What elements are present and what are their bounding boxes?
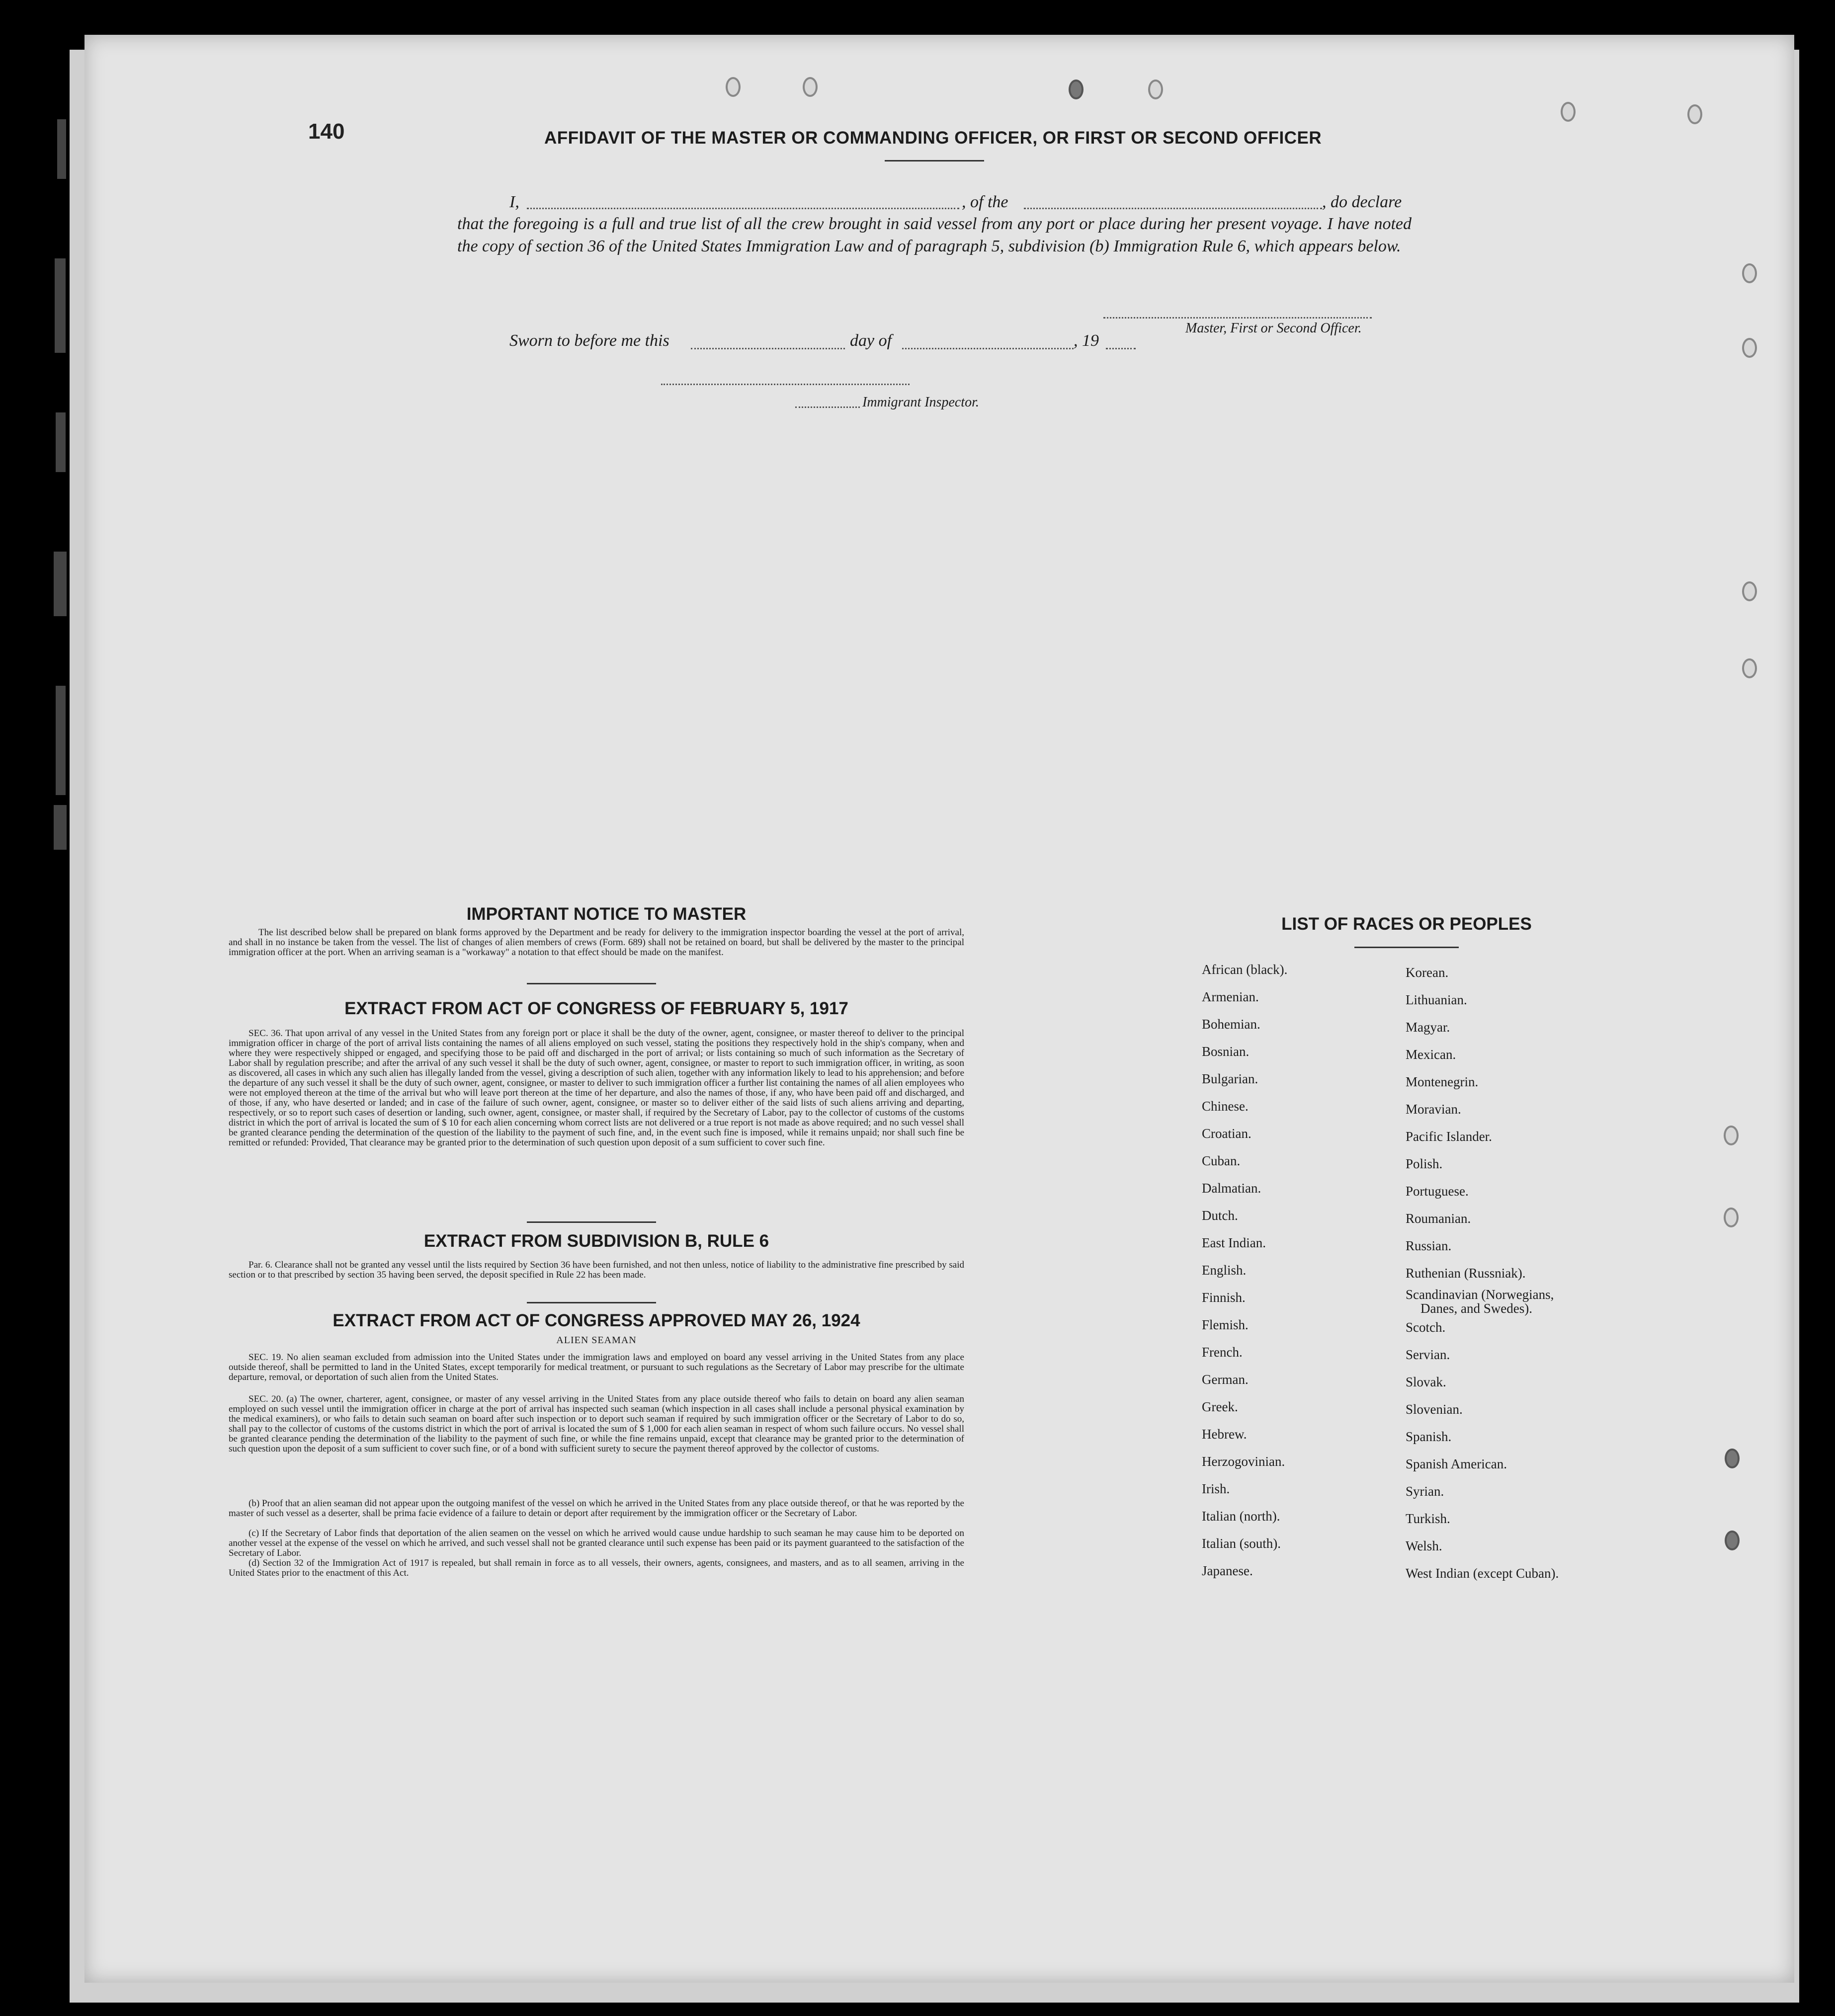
race-left: Dutch. [1202,1208,1238,1223]
race-right: Syrian. [1406,1484,1444,1499]
binder-hole [1742,658,1757,678]
race-right: Polish. [1406,1156,1443,1171]
race-right: Magyar. [1406,1020,1450,1035]
section-rule [527,1221,656,1223]
sec20d-text: (d) Section 32 of the Immigration Act of 1917 is repealed, but shall remain in force as to all vessels, their owners, agents, consignees, and masters, and as to all seamen, arriving in the United States prior to the enactment of this Act. [229,1558,964,1578]
race-left: Bohemian. [1202,1017,1260,1032]
race-right: Welsh. [1406,1538,1442,1553]
binding-mark [56,686,66,795]
race-left: Bosnian. [1202,1044,1250,1059]
name-blank[interactable] [527,208,959,209]
race-right: Scandinavian (Norwegians, [1406,1287,1554,1302]
race-left: Armenian. [1202,989,1259,1004]
binding-mark [54,552,67,616]
race-left: Greek. [1202,1399,1238,1414]
alien-seaman-subtitle: ALIEN SEAMAN [556,1335,637,1346]
binder-hole [1725,1449,1740,1468]
races-title: LIST OF RACES OR PEOPLES [1281,914,1532,934]
section-rule [527,983,656,984]
race-right: Pacific Islander. [1406,1129,1492,1144]
binding-mark [55,258,66,353]
race-left: French. [1202,1345,1243,1360]
race-right: Ruthenian (Russniak). [1406,1266,1526,1281]
binder-hole [1069,80,1084,99]
binder-hole [803,77,818,97]
affidavit-title: AFFIDAVIT OF THE MASTER OR COMMANDING OFFICER, OR FIRST OR SECOND OFFICER [544,128,1322,148]
race-right: Portuguese. [1406,1184,1469,1199]
affidavit-body: that the foregoing is a full and true list of all the crew brought in said vessel from any port or place during her present voyage. I have noted the copy of section 36 of the United States Immigration Law and of paragraph 5, subdivision (b) Immigration Rule 6, which appears below. [457,215,1412,255]
binder-hole [1724,1208,1739,1227]
race-left: Irish. [1202,1481,1230,1496]
rule6-text: Par. 6. Clearance shall not be granted any vessel until the lists required by Section 36 have been furnished, and not then unless, notice of liability to the administrative fine prescribed by said section or to that prescribed by section 35 having been served, the deposit specified in Rule 22 has been made. [229,1260,964,1280]
vessel-blank[interactable] [1024,208,1322,209]
race-left: Flemish. [1202,1317,1249,1332]
sec19-text: SEC. 19. No alien seaman excluded from admission into the United States under the immigration laws and employed on board any vessel arriving in the United States from any place outside thereof, shall be permitted to land in the United States, except temporarily for medical treatment, or pursuant to such regulations as the Secretary of Labor may prescribe for the ultimate departure, removal, or deportation of such alien from the United States. [229,1352,964,1382]
affidavit-i: I, [509,193,519,211]
race-left: East Indian. [1202,1235,1266,1250]
binder-hole [726,77,741,97]
sec20b-text: (b) Proof that an alien seaman did not appear upon the outgoing manifest of the vessel on which he arrived in the United States from any place outside thereof, or that he was reported by the master of such vessel as a deserter, shall be prima facie evidence of a failure to detain or deport after requirement by the immigration officer or the Secretary of Labor. [229,1498,964,1519]
sworn-label: Sworn to before me this [509,331,669,350]
races-rule [1354,947,1459,948]
section-rule [527,1302,656,1303]
race-left: African (black). [1202,962,1288,977]
race-right: Scotch. [1406,1320,1446,1335]
race-left: Herzogovinian. [1202,1454,1285,1469]
binder-hole [1687,104,1702,124]
binder-hole [1561,102,1576,122]
race-left: Italian (south). [1202,1536,1281,1551]
binder-hole [1724,1126,1739,1145]
sworn-year-blank[interactable] [1106,348,1136,349]
binder-hole [1725,1531,1740,1550]
sworn-month-blank[interactable] [902,348,1074,349]
inspector-dots [795,406,860,408]
race-left: Bulgarian. [1202,1071,1258,1086]
race-left: Cuban. [1202,1153,1241,1168]
page-number: 140 [308,119,345,144]
race-right: Slovenian. [1406,1402,1463,1417]
race-right: Spanish. [1406,1429,1452,1444]
race-left: English. [1202,1263,1247,1278]
extract-1917-title: EXTRACT FROM ACT OF CONGRESS OF FEBRUARY 5, 1917 [344,999,848,1018]
affidavit-of-the: , of the [962,193,1008,211]
race-right: Spanish American. [1406,1456,1507,1471]
race-left: Chinese. [1202,1099,1249,1114]
inspector-signature-blank[interactable] [661,384,910,385]
race-left: German. [1202,1372,1249,1387]
race-right: Korean. [1406,965,1449,980]
race-left: Dalmatian. [1202,1181,1261,1196]
race-right: Danes, and Swedes). [1420,1301,1532,1316]
year-label: , 19 [1074,331,1099,350]
race-right: West Indian (except Cuban). [1406,1566,1559,1581]
master-label: Master, First or Second Officer. [1185,321,1362,336]
sworn-day-blank[interactable] [691,348,845,349]
binder-hole [1742,338,1757,358]
sec20a-text: SEC. 20. (a) The owner, charterer, agent, consignee, or master of any vessel arriving in the United States from any place outside thereof who fails to detain on board any alien seaman employed on such vessel until the immigration officer in charge at the port of arrival has inspected such seaman (which inspection in all cases shall include a personal physical examination by the medical examiners), or who fails to detain such seaman on board after such inspection or to deport such seaman if required by such immigration officer or the Secretary of Labor to do so, shall pay to the collector of customs of the customs district in which the port of arrival is located the sum of $ 1,000 for each alien seaman in respect of whom such failure occurs. No vessel shall be granted clearance pending the determination of the liability to the payment of such fine, or while the fine remains unpaid, except that clearance may be granted prior to the determination of such question upon the deposit of a sum sufficient to cover such fine, or of a bond with sufficient surety to secure the payment thereof approved by the collector of customs. [229,1394,964,1454]
race-right: Servian. [1406,1347,1450,1362]
day-of-label: day of [850,331,892,350]
race-left: Italian (north). [1202,1509,1280,1524]
extract-1924-title: EXTRACT FROM ACT OF CONGRESS APPROVED MAY 26, 1924 [333,1311,860,1330]
title-rule [885,160,984,161]
master-signature-blank[interactable] [1103,317,1372,319]
race-left: Hebrew. [1202,1427,1247,1442]
binding-mark [56,412,66,472]
race-right: Roumanian. [1406,1211,1471,1226]
race-left: Japanese. [1202,1563,1253,1578]
affidavit-do-declare: , do declare [1322,193,1402,211]
rule6-title: EXTRACT FROM SUBDIVISION B, RULE 6 [423,1231,769,1251]
race-right: Turkish. [1406,1511,1450,1526]
race-right: Russian. [1406,1238,1452,1253]
race-left: Finnish. [1202,1290,1246,1305]
race-right: Lithuanian. [1406,992,1467,1007]
inspector-label: Immigrant Inspector. [862,395,979,410]
race-right: Montenegrin. [1406,1074,1479,1089]
notice-title: IMPORTANT NOTICE TO MASTER [466,904,747,924]
extract-1917-text: SEC. 36. That upon arrival of any vessel in the United States from any foreign port or place it shall be the duty of the owner, agent, consignee, or master thereof to deliver to the principal immigration officer in charge of the port of arrival lists containing the names of all aliens employed on such vessel, stating the positions they respectively hold in the ship's company, when and where they were respectively shipped or engaged, and specifying those to be paid off and discharged in the port of arrival; or lists containing so much of such information as the Secretary of Labor shall by regulation prescribe; and after the arrival of any such vessel it shall be the duty of such owner, agent, consignee, or master to report to such immigration officer, in writing, as soon as discovered, all cases in which any such alien has illegally landed from the vessel, giving a description of such alien, together with any information likely to lead to his apprehension; and before the departure of any such vessel it shall be the duty of such owner, agent, consignee, or master to deliver to such immigration officer a further list containing the names of all alien employees who were not employed thereon at the time of the arrival but who will leave port thereon at the time of her departure, and also the names of those, if any, who have been paid off and discharged, and of those, if any, who have deserted or landed; and in case of the failure of such owner, agent, consignee, or master so to deliver either of the said lists of such aliens arriving and departing, respectively, or so to report such cases of desertion or landing, such owner, agent, consignee, or master shall, if required by the Secretary of Labor, pay to the collector of customs of the customs district in which the port of arrival is located the sum of $ 10 for each alien concerning whom correct lists are not delivered or a true report is not made as above required; and no such vessel shall be granted clearance pending the determination of the question of the liability to the payment of such fine, and, in the event such fine is imposed, while it remains unpaid; nor shall such fine be remitted or refunded: Provided, That clearance may be granted prior to the determination of such question upon deposit of a sum sufficient to cover such fine. [229,1028,964,1148]
notice-text: The list described below shall be prepared on blank forms approved by the Department and be ready for delivery to the immigration inspector boarding the vessel at the port of arrival, and shall in no instance be taken from the vessel. The list of changes of alien members of crews (Form. 689) shall not be retained on board, but shall be delivered by the master to the principal immigration officer at the port. When an arriving seaman is a "workaway" a notation to that effect should be made on the manifest. [229,927,964,958]
sec20c-text: (c) If the Secretary of Labor finds that deportation of the alien seamen on the vessel on which he arrived would cause undue hardship to such seaman he may cause him to be deported on another vessel at the expense of the vessel on which he arrived, and such vessel shall not be granted clearance until such expense has been paid or its payment guaranteed to the satisfaction of the Secretary of Labor. [229,1528,964,1558]
race-right: Mexican. [1406,1047,1456,1062]
race-left: Croatian. [1202,1126,1251,1141]
binder-hole [1742,581,1757,601]
binder-hole [1742,263,1757,283]
race-right: Moravian. [1406,1102,1461,1117]
binding-mark [54,805,67,850]
binding-mark [57,119,66,179]
race-right: Slovak. [1406,1374,1446,1389]
binder-hole [1148,80,1163,99]
